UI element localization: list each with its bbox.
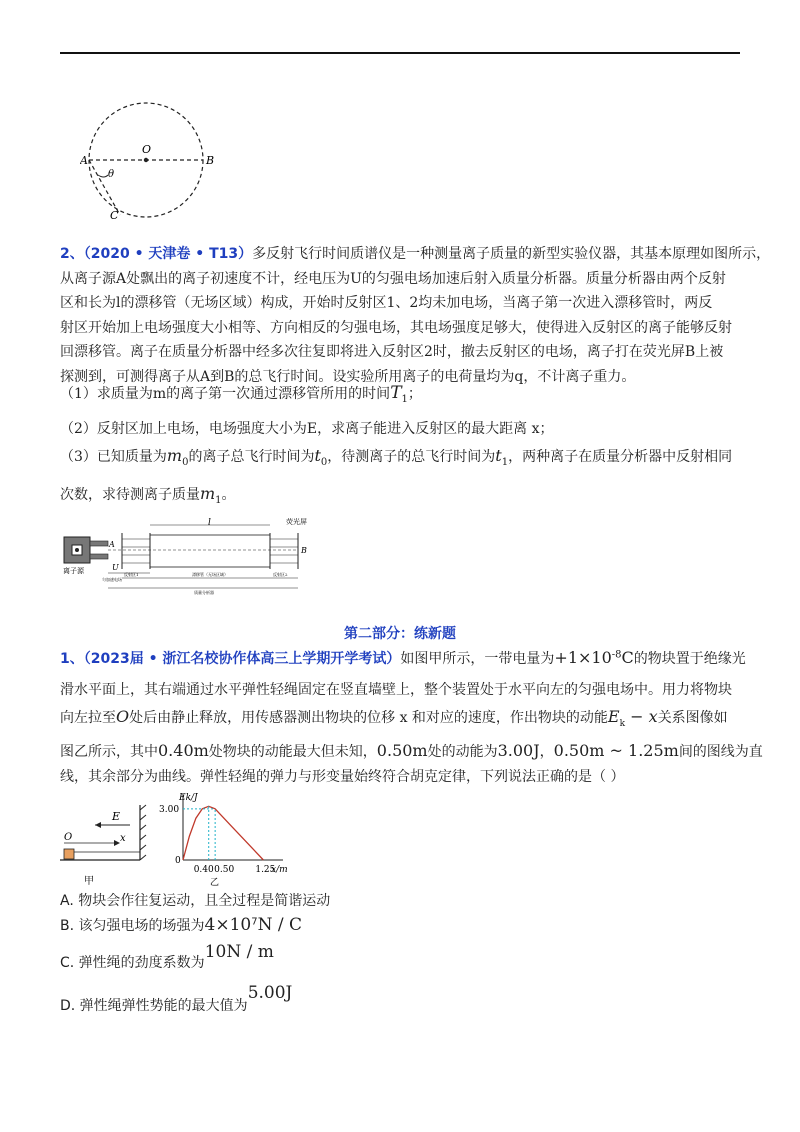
circle-figure [80, 95, 220, 225]
spec-label-u: U [112, 563, 119, 572]
spec-label-source: 离子源 [63, 567, 84, 575]
option-b-value: 4×10 [204, 915, 252, 935]
option-a-label: A. 物块会作往复运动，且全过程是简谐运动 [60, 893, 331, 909]
p1-l3-b: 处后由静止释放，用传感器测出物块的位移 x 和对应的速度，作出物块的动能 [129, 710, 608, 726]
p1-line-4 [60, 741, 763, 761]
q2-source: （2020 • 天津卷 • T13） [83, 246, 253, 262]
option-c-value: 10N / m [204, 942, 274, 962]
circle-label-c: C [110, 209, 119, 222]
header-rule [60, 52, 740, 54]
p1-charge-exp: -8 [611, 649, 622, 661]
p1-l3-o: O [116, 707, 130, 726]
p1-charge: +1×10 [554, 648, 612, 667]
p1-l3-a: 向左拉至 [60, 710, 116, 726]
q2-sub1-var: T [390, 383, 402, 403]
option-c-label: C. 弹性绳的劲度系数为 [60, 955, 205, 971]
circle-label-b: B [206, 154, 215, 167]
q2-sub3-t1s: 1 [501, 456, 509, 468]
circle-label-a: A [80, 154, 88, 167]
q2-sub1 [60, 383, 422, 405]
q2-sub3-a: （3）已知质量为 [60, 449, 167, 465]
spec-label-mass: 质量分析器 [194, 590, 214, 595]
ek-series-line [183, 806, 263, 860]
p1-l4-v3: 3.00J [497, 741, 540, 760]
p1-line-1 [60, 648, 746, 668]
q2-sub2: （2）反射区加上电场，电场强度大小为E，求离子能进入反射区的最大距离 x； [60, 421, 554, 437]
option-c[interactable] [60, 942, 274, 972]
option-d-label: D. 弹性绳弹性势能的最大值为 [60, 998, 248, 1014]
q2-line-5: 探测到，可测得离子从A到B的总飞行时间。设实验所用离子的电荷量均为q，不计离子重力。 [60, 368, 636, 385]
q2-sub3-t0: t [314, 446, 321, 465]
q2-sub1-end: ； [407, 386, 422, 402]
q2-sub3-e: 次数，求待测离子质量 [60, 487, 200, 503]
p1-l1-a: 如图甲所示，一带电量为 [400, 651, 555, 667]
spec-label-l: l [208, 518, 211, 528]
jia-label-e: E [112, 810, 121, 823]
q2-sub3-cont [60, 484, 236, 506]
p1-l4-c: 处的动能为 [427, 744, 498, 760]
p1-l4-v2: 0.50m [376, 741, 428, 760]
q2-line-4: 回漂移管。离子在质量分析器中经多次往复即将进入反射区2时，撤去反射区的电场，离子打在荧光屏B上被 [60, 344, 724, 360]
option-d-value: 5.00J [247, 983, 293, 1003]
spec-label-a: A [109, 540, 115, 549]
spec-label-r2: 反射区2 [273, 572, 288, 577]
jia-label-x: x [120, 833, 126, 844]
q2-sub1-sub: 1 [401, 393, 408, 405]
q2-sub3-c: ，待测离子的总飞行时间为 [327, 449, 496, 465]
option-b-unit: N / C [257, 915, 303, 935]
origin-label: 0 [175, 856, 181, 866]
p1-l1-b: 的物块置于绝缘光 [633, 651, 746, 667]
option-b[interactable] [60, 915, 302, 935]
q2-sub3-m1s: 1 [215, 494, 222, 506]
option-b-exp: 7 [251, 916, 258, 928]
x-tick-2: 1.25 [255, 865, 276, 875]
p1-line-5: 线，其余部分为曲线。弹性轻绳的弹力与形变量始终符合胡克定律，下列说法正确的是（ ） [60, 769, 625, 785]
q2-sub3-d: ，两种离子在质量分析器中反射相同 [508, 449, 733, 465]
spec-label-accel: 匀加速电场 [102, 577, 122, 582]
chart-caption: 乙 [210, 878, 220, 888]
option-d[interactable] [60, 983, 293, 1015]
x-axis-label: x/m [271, 865, 288, 875]
spec-label-screen: 荧光屏 [286, 518, 307, 526]
spec-label-r1: 反射区1 [124, 572, 139, 577]
q2-sub3-b: 的离子总飞行时间为 [188, 449, 315, 465]
q2-sub3-t1: t [495, 446, 502, 465]
y-tick-3: 3.00 [159, 804, 180, 815]
q2-sub3 [60, 446, 732, 468]
y-axis-label: Ek/J [179, 793, 198, 803]
option-a[interactable] [60, 890, 330, 910]
spec-label-drift: 漂移管（无场区域） [192, 572, 228, 577]
p1-line-3 [60, 707, 728, 729]
q2-sub3-t0s: 0 [320, 456, 328, 468]
question-2 [60, 242, 771, 389]
circle-label-theta: θ [108, 169, 115, 180]
p1-l4-v1: 0.40m [158, 741, 209, 760]
p1-l3-x: − x [625, 707, 658, 726]
q2-line-3: 射区开始加上电场强度大小相等、方向相反的匀强电场，其电场强度足够大，使得进入反射区的离子能够反射 [60, 319, 732, 336]
p1-l4-b: 处物块的动能最大但未知， [208, 744, 377, 760]
q2-line-1: 从离子源A处飘出的离子初速度不计，经电压为U的匀强电场加速后射入质量分析器。质量分析器由两个反射 [60, 270, 726, 287]
q2-line-2: 区和长为l的漂移管（无场区域）构成，开始时反射区1、2均未加电场，当离子第一次进入漂移管时，两反 [60, 295, 713, 311]
p1-line-2: 滑水平面上，其右端通过水平弹性轻绳固定在竖直墙壁上，整个装置处于水平向左的匀强电场中。用力将物块 [60, 682, 732, 698]
q2-line-0: 多反射飞行时间质谱仪是一种测量离子质量的新型实验仪器，其基本原理如图所示， [252, 246, 771, 262]
option-b-label: B. 该匀强电场的场强为 [60, 918, 205, 934]
spectrometer-figure [60, 515, 330, 595]
q2-sub3-m0s: 0 [182, 456, 189, 468]
jia-label-o: O [64, 832, 73, 843]
p1-l4-e: 间的图线为直 [678, 744, 763, 760]
ek-x-chart [148, 788, 288, 890]
q2-sub3-f: 。 [221, 487, 236, 503]
p1-l3-c: 关系图像如 [657, 710, 728, 726]
q2-number: 2、 [60, 246, 84, 262]
p1-l4-v4: 0.50m ~ 1.25m [553, 741, 679, 760]
p1-source: （2023届 • 浙江名校协作体高三上学期开学考试） [83, 651, 401, 667]
jia-figure [60, 800, 155, 890]
p1-number: 1、 [60, 651, 84, 667]
circle-label-o: O [142, 143, 152, 156]
p1-charge-unit: C [621, 648, 634, 667]
p1-l3-k: k [619, 718, 626, 729]
jia-caption: 甲 [84, 876, 94, 887]
x-tick-0: 0.40 [193, 865, 214, 875]
q2-sub3-m0: m [166, 446, 183, 465]
p1-l3-ek: E [607, 707, 620, 726]
x-tick-1: 0.50 [214, 865, 235, 875]
spec-label-b: B [301, 546, 307, 555]
q2-sub3-m1: m [200, 484, 216, 503]
p1-l4-d: ， [539, 744, 554, 760]
section-heading: 第二部分：练新题 [344, 626, 456, 642]
q2-sub1-text: （1）求质量为m的离子第一次通过漂移管所用的时间 [60, 386, 391, 402]
p1-l4-a: 图乙所示，其中 [60, 744, 158, 760]
